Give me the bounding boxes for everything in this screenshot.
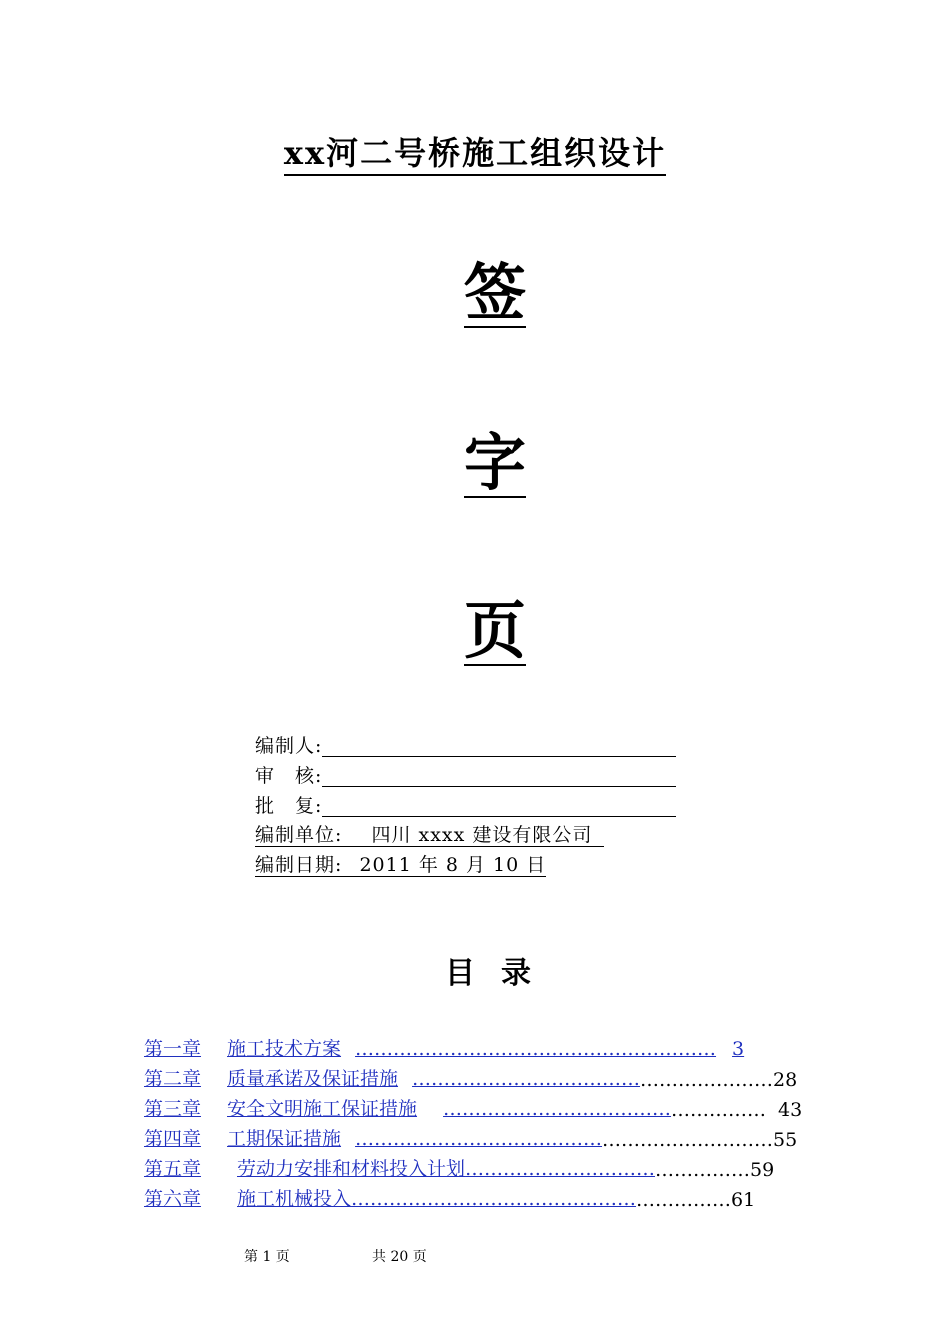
table-of-contents <box>144 1031 803 1211</box>
reviewer-label: 审 核: <box>255 765 323 787</box>
compiler-row <box>255 727 685 757</box>
toc-item[interactable] <box>144 1031 784 1061</box>
approver-label: 批 复: <box>255 795 323 817</box>
toc-page-number: 59 <box>750 1159 775 1181</box>
approver-row <box>255 787 685 817</box>
unit-label: 编制单位: <box>255 824 343 846</box>
reviewer-row <box>255 757 685 787</box>
unit-row <box>255 817 685 847</box>
toc-leader: …………… <box>655 1159 751 1181</box>
toc-item[interactable] <box>144 1181 784 1211</box>
toc-title: 目录 <box>445 956 557 991</box>
approver-signature-line <box>322 794 676 817</box>
date-label: 编制日期: <box>255 854 343 876</box>
compiler-signature-line <box>322 734 676 757</box>
big-char-sign: 签 <box>463 256 526 329</box>
toc-item[interactable] <box>144 1121 798 1151</box>
compiler-label: 编制人: <box>255 735 323 757</box>
toc-page-number: 28 <box>773 1069 798 1091</box>
toc-link[interactable]: 第一章 施工技术方案 ………………………………………………… 3 <box>144 1038 745 1060</box>
signature-block <box>255 727 685 877</box>
unit-field <box>255 824 604 847</box>
date-field <box>255 854 546 877</box>
toc-leader: …………… <box>671 1099 767 1121</box>
date-row <box>255 847 685 877</box>
toc-page-number: 61 <box>731 1189 756 1211</box>
toc-link[interactable]: 第三章 安全文明施工保证措施 ……………………………… <box>144 1098 672 1120</box>
toc-link[interactable]: 第五章 劳动力安排和材料投入计划………………………… <box>144 1158 656 1180</box>
big-char-page: 页 <box>463 594 526 667</box>
toc-leader: …………… <box>636 1189 732 1211</box>
toc-item[interactable] <box>144 1091 803 1121</box>
document-title: xx河二号桥施工组织设计 <box>0 128 950 174</box>
toc-page-number: 43 <box>778 1099 803 1121</box>
toc-item[interactable] <box>144 1151 784 1181</box>
toc-link[interactable]: 第二章 质量承诺及保证措施 ……………………………… <box>144 1068 641 1090</box>
footer-page-current: 第 1 页 <box>244 1249 290 1265</box>
toc-leader: ……………………… <box>602 1129 774 1151</box>
toc-item[interactable] <box>144 1061 798 1091</box>
big-char-word: 字 <box>463 426 526 499</box>
toc-link[interactable]: 第六章 施工机械投入……………………………………… <box>144 1188 637 1210</box>
toc-leader: ………………… <box>640 1069 774 1091</box>
unit-value: 四川 xxxx 建设有限公司 <box>371 824 593 846</box>
footer-page-total: 共 20 页 <box>372 1249 427 1265</box>
toc-link[interactable]: 第四章 工期保证措施 ………………………………… <box>144 1128 603 1150</box>
date-value: 2011 年 8 月 10 日 <box>359 854 547 876</box>
reviewer-signature-line <box>322 764 676 787</box>
toc-page-number: 55 <box>773 1129 798 1151</box>
